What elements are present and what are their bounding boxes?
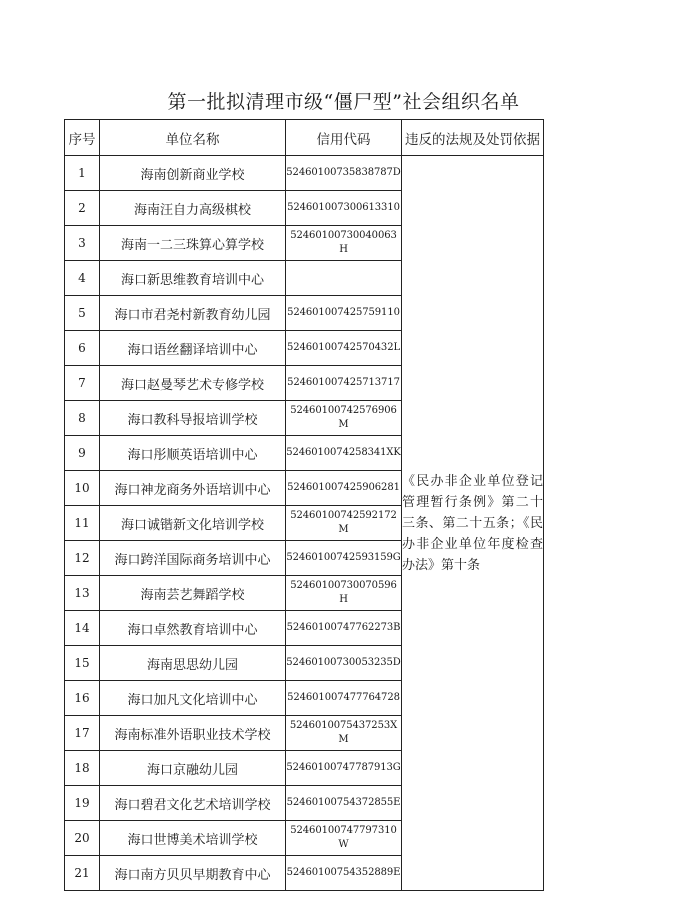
row-credit-code	[286, 261, 402, 296]
row-seq: 9	[65, 436, 100, 471]
row-unit-name: 海口诚锴新文化培训学校	[100, 506, 286, 541]
row-credit-code: 52460100742592172M	[286, 506, 402, 541]
row-seq: 18	[65, 751, 100, 786]
row-seq: 21	[65, 856, 100, 891]
row-seq: 14	[65, 611, 100, 646]
legal-basis-text: 《民办非企业单位登记管理暂行条例》第二十三条、第二十五条；《民办非企业单位年度检查办法》第十条	[402, 473, 543, 573]
row-credit-code: 5246010074258341XK	[286, 436, 402, 471]
row-unit-name: 海口跨洋国际商务培训中心	[100, 541, 286, 576]
row-unit-name: 海口语丝翻译培训中心	[100, 331, 286, 366]
header-credit-code: 信用代码	[286, 120, 402, 156]
row-unit-name: 海口神龙商务外语培训中心	[100, 471, 286, 506]
row-unit-name: 海口教科导报培训学校	[100, 401, 286, 436]
legal-basis-cell	[402, 156, 544, 891]
row-seq: 17	[65, 716, 100, 751]
row-unit-name: 海口赵曼琴艺术专修学校	[100, 366, 286, 401]
table-row	[65, 156, 544, 191]
row-unit-name: 海南思思幼儿园	[100, 646, 286, 681]
row-unit-name: 海南创新商业学校	[100, 156, 286, 191]
row-credit-code: 524601007425759110	[286, 296, 402, 331]
row-credit-code: 52460100730040063H	[286, 226, 402, 261]
table-header-row	[65, 120, 544, 156]
row-unit-name: 海南芸艺舞蹈学校	[100, 576, 286, 611]
row-seq: 7	[65, 366, 100, 401]
row-credit-code: 52460100742593159G	[286, 541, 402, 576]
row-unit-name: 海南汪自力高级棋校	[100, 191, 286, 226]
page-title: 第一批拟清理市级“僵尸型”社会组织名单	[167, 91, 520, 113]
row-seq: 1	[65, 156, 100, 191]
row-credit-code: 52460100730070596H	[286, 576, 402, 611]
row-seq: 3	[65, 226, 100, 261]
row-seq: 2	[65, 191, 100, 226]
row-seq: 13	[65, 576, 100, 611]
row-seq: 12	[65, 541, 100, 576]
row-credit-code: 52460100747762273B	[286, 611, 402, 646]
row-seq: 15	[65, 646, 100, 681]
row-seq: 16	[65, 681, 100, 716]
row-seq: 8	[65, 401, 100, 436]
row-unit-name: 海口碧君文化艺术培训学校	[100, 786, 286, 821]
row-seq: 11	[65, 506, 100, 541]
row-unit-name: 海口加凡文化培训中心	[100, 681, 286, 716]
row-credit-code: 52460100735838787D	[286, 156, 402, 191]
organization-table	[64, 119, 544, 891]
row-seq: 6	[65, 331, 100, 366]
row-unit-name: 海口京融幼儿园	[100, 751, 286, 786]
row-credit-code: 52460100730053235D	[286, 646, 402, 681]
row-unit-name: 海口卓然教育培训中心	[100, 611, 286, 646]
row-credit-code: 52460100747787913G	[286, 751, 402, 786]
row-seq: 5	[65, 296, 100, 331]
table-body	[65, 120, 544, 891]
row-credit-code: 52460100742570432L	[286, 331, 402, 366]
header-seq: 序号	[65, 120, 100, 156]
header-legal-basis: 违反的法规及处罚依据	[402, 120, 544, 156]
row-credit-code: 52460100754352889E	[286, 856, 402, 891]
row-seq: 10	[65, 471, 100, 506]
row-seq: 20	[65, 821, 100, 856]
row-credit-code: 52460100747797310W	[286, 821, 402, 856]
row-seq: 4	[65, 261, 100, 296]
row-unit-name: 海南标准外语职业技术学校	[100, 716, 286, 751]
row-unit-name: 海南一二三珠算心算学校	[100, 226, 286, 261]
row-credit-code: 524601007425713717	[286, 366, 402, 401]
row-unit-name: 海口世博美术培训学校	[100, 821, 286, 856]
row-unit-name: 海口新思维教育培训中心	[100, 261, 286, 296]
row-seq: 19	[65, 786, 100, 821]
row-unit-name: 海口南方贝贝早期教育中心	[100, 856, 286, 891]
row-credit-code: 524601007425906281	[286, 471, 402, 506]
row-credit-code: 5246010075437253XM	[286, 716, 402, 751]
row-credit-code: 52460100754372855E	[286, 786, 402, 821]
row-credit-code: 524601007477764728	[286, 681, 402, 716]
header-unit-name: 单位名称	[100, 120, 286, 156]
row-credit-code: 524601007300613310	[286, 191, 402, 226]
row-unit-name: 海口彤顺英语培训中心	[100, 436, 286, 471]
row-unit-name: 海口市君尧村新教育幼儿园	[100, 296, 286, 331]
row-credit-code: 52460100742576906M	[286, 401, 402, 436]
